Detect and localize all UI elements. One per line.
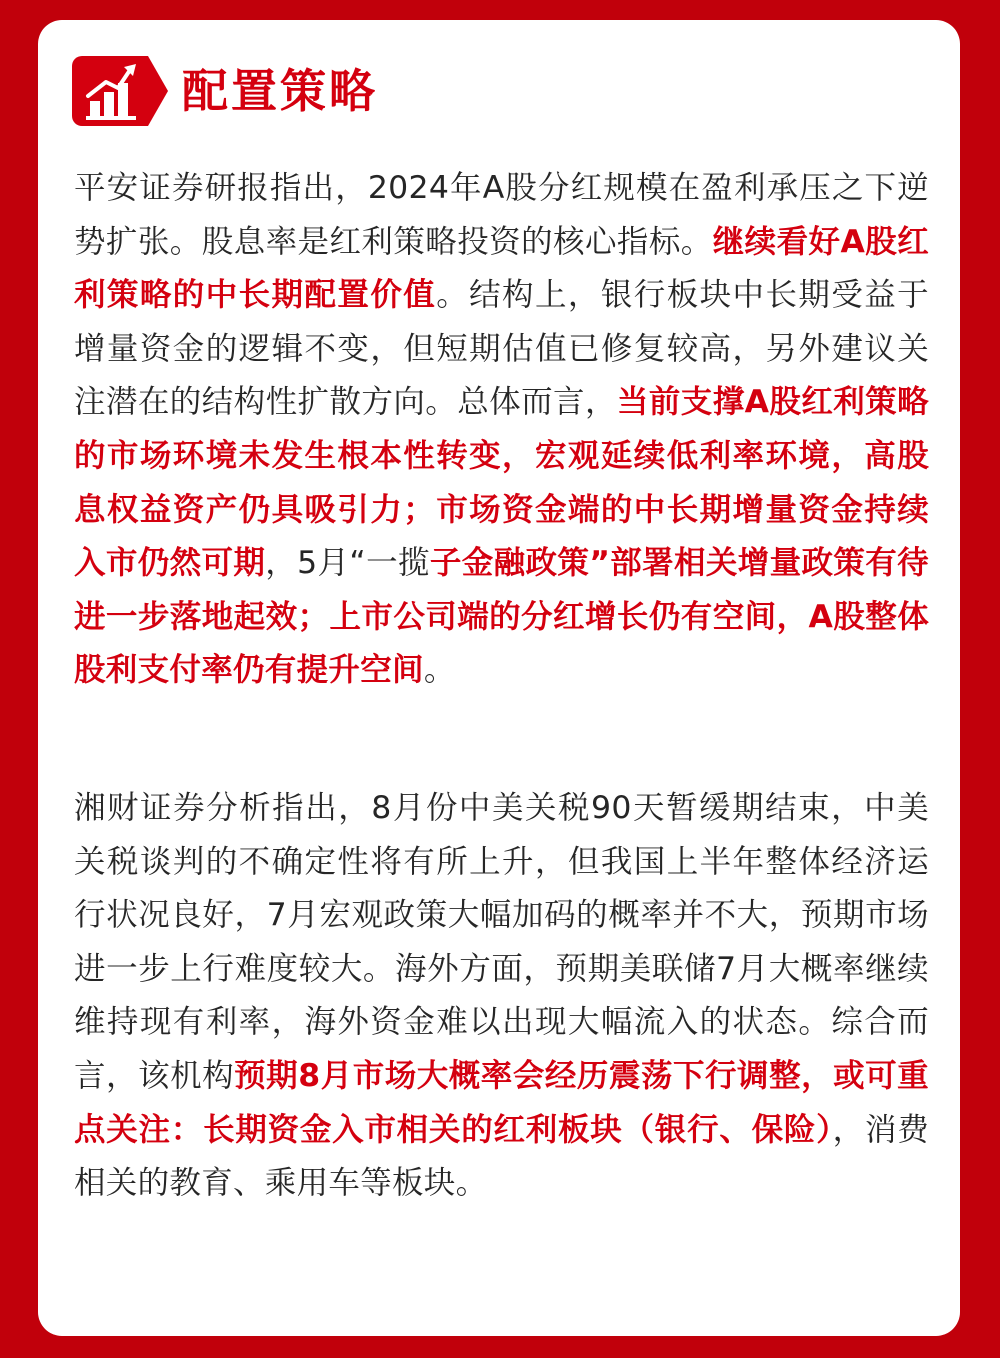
highlight-segment: 继续看好A股红利策略的中长期配置价值: [74, 223, 929, 314]
text-segment: 。: [423, 652, 456, 689]
text-segment: ，消费相关的教育、乘用车等板块。: [74, 1111, 930, 1202]
section-title: 配置策略: [182, 64, 378, 118]
text-segment: 平安证券研报指出，2024年A股分红规模在盈利承压之下逆势扩张。股息率是红利策略投资的核心指标。: [74, 170, 929, 260]
paragraph-xiangcai: [74, 782, 929, 1211]
bar-chart-growth-icon: [72, 56, 168, 126]
text-segment: 湘财证券分析指出，8月份中美关税90天暂缓期结束，中美关税谈判的不确定性将有所上升，但我国上半年整体经济运行状况良好，7月宏观政策大幅加码的概率并不大，预期市场进一步上行难度较大。海外方面，预期美联储7月大概率继续维持现有利率，海外资金难以出现大幅流入的状态。综合而言，该机构: [74, 790, 929, 1094]
content-card: [38, 20, 960, 1336]
text-segment: ，5月“一揽: [265, 545, 430, 582]
text-segment: 。结构上，银行板块中长期受益于增量资金的逻辑不变，但短期估值已修复较高，另外建议关注潜在的结构性扩散方向。总体而言，: [74, 277, 929, 421]
section-header: [72, 56, 378, 126]
highlight-segment: 预期8月市场大概率会经历震荡下行调整，或可重点关注：长期资金入市相关的红利板块（银行、保险）: [74, 1057, 929, 1148]
highlight-segment: 子金融政策”部署相关增量政策有待进一步落地起效；上市公司端的分红增长仍有空间，A股整体股利支付率仍有提升空间: [74, 545, 929, 689]
paragraph-pingan: [74, 162, 929, 698]
highlight-segment: 当前支撑A股红利策略的市场环境未发生根本性转变，宏观延续低利率环境，高股息权益资产仍具吸引力；市场资金端的中长期增量资金持续入市仍然可期: [74, 384, 929, 582]
